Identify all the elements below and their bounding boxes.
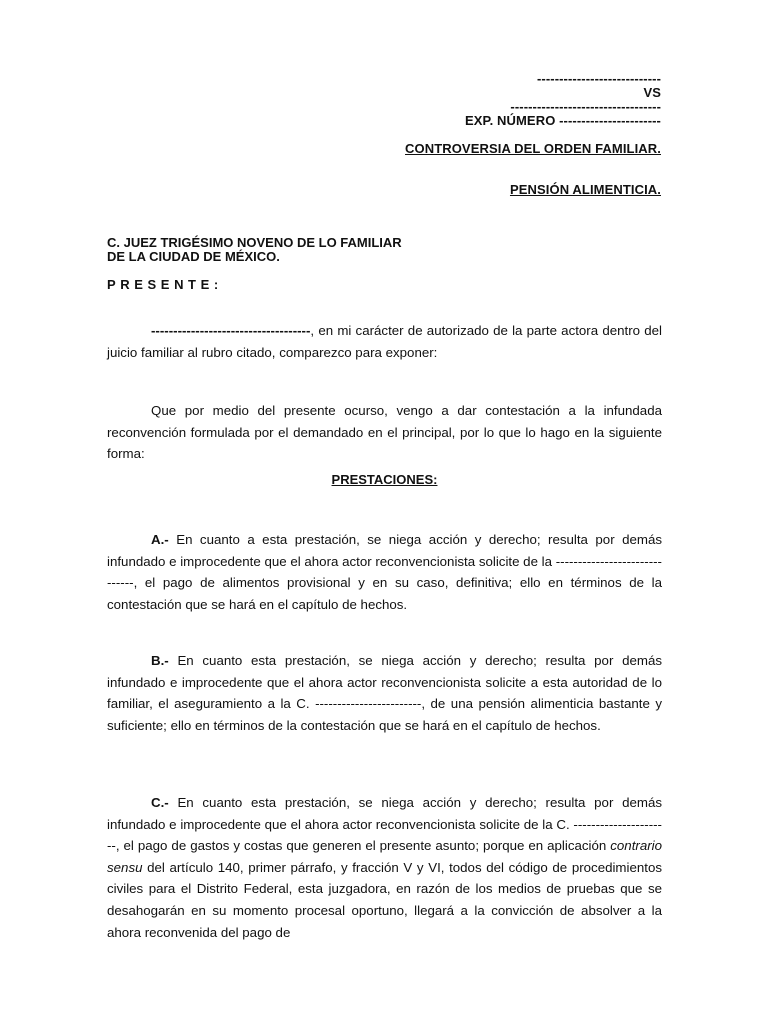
item-c-text-after: del artículo 140, primer párrafo, y fracción V y VI, todos del código de procedimientos civiles para el Distrito Federal, esta juzgadora, en razón de los medios de pruebas que se desahogarán en su momento procesal oportuno, llegará a la convicción de absolver a la ahora reconvenida del pago de bbox=[107, 859, 662, 940]
addressee-line-1: C. JUEZ TRIGÉSIMO NOVENO DE LO FAMILIAR bbox=[107, 235, 402, 250]
intro-text: , en mi carácter de autorizado de la parte actora dentro del juicio familiar al rubro citado, comparezco para exponer: bbox=[107, 323, 662, 360]
item-a-text: En cuanto a esta prestación, se niega acción y derecho; resulta por demás infundado e improcedente que el ahora actor reconvencionista solicite de la ------------------------------, el pago de alimentos provisional y en su caso, definitiva; ello en términos de la contestación que se hará en el capítulo de hechos. bbox=[107, 532, 662, 612]
representative-name-blank: ------------------------------------ bbox=[151, 323, 311, 338]
intro-paragraph bbox=[107, 320, 662, 363]
case-subject-title: PENSIÓN ALIMENTICIA. bbox=[509, 182, 661, 197]
item-a-paragraph bbox=[107, 529, 662, 615]
item-a-label: A.- bbox=[151, 532, 169, 547]
case-party-line-2: ---------------------------------- bbox=[510, 99, 661, 114]
versus-label: VS bbox=[643, 85, 661, 100]
item-c-paragraph bbox=[107, 792, 662, 943]
item-b-text: En cuanto esta prestación, se niega acción y derecho; resulta por demás infundado e improcedente que el ahora actor reconvencionista solicite a esta autoridad de lo familiar, el aseguramiento a la C. ------------------------, de una pensión alimenticia bastante y suficiente; ello en términos de la contestación que se hará en el capítulo de hechos. bbox=[107, 653, 662, 733]
case-number: EXP. NÚMERO ----------------------- bbox=[464, 113, 661, 128]
presente-heading: PRESENTE: bbox=[107, 277, 223, 292]
item-b-label: B.- bbox=[151, 653, 169, 668]
item-b-paragraph bbox=[107, 650, 662, 736]
response-paragraph: Que por medio del presente ocurso, vengo a dar contestación a la infundada reconvención formulada por el demandado en el principal, por lo que lo hago en la siguiente forma: bbox=[107, 403, 662, 462]
case-type-title: CONTROVERSIA DEL ORDEN FAMILIAR. bbox=[405, 141, 661, 156]
item-c-label: C.- bbox=[151, 795, 169, 810]
prestaciones-heading: PRESTACIONES: bbox=[331, 472, 438, 487]
addressee-line-2: DE LA CIUDAD DE MÉXICO. bbox=[107, 249, 280, 264]
item-c-latin-term: contrario sensu bbox=[107, 838, 662, 875]
case-party-line-1: ---------------------------- bbox=[536, 71, 661, 86]
item-c-text-before: En cuanto esta prestación, se niega acción y derecho; resulta por demás infundado e improcedente que el ahora actor reconvencionista solicite de la C. ----------------------, el pago de gastos y costas que generen el presente asunto; porque en aplicación bbox=[107, 795, 662, 854]
